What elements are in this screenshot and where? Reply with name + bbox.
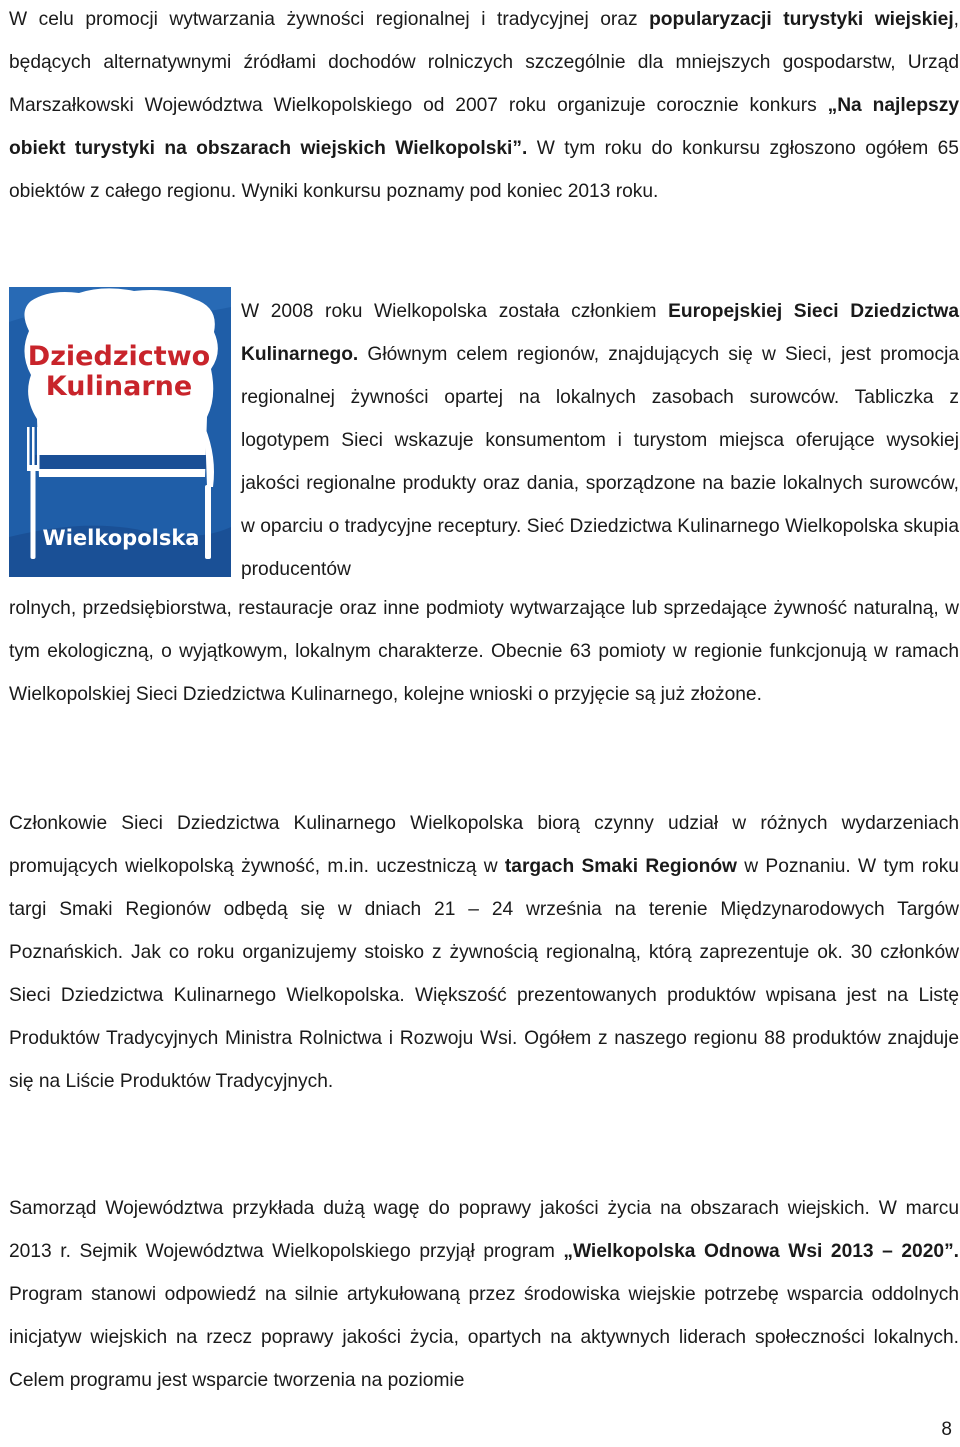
- logo-band: [35, 455, 209, 469]
- paragraph-text: Program stanowi odpowiedź na silnie artykułowaną przez środowiska wiejskie potrzebę wsparcia oddolnych inicjatyw wiejskich na rzecz poprawy jakości życia, opartych na aktywnych liderach społeczności lokalnych. Celem programu jest wsparcie tworzenia na poziomie: [9, 1284, 959, 1391]
- network-name: Europejskiej Sieci Dziedzictwa Kulinarnego.: [241, 301, 959, 365]
- paragraph-text: , będących alternatywnymi źródłami dochodów rolniczych szczególnie dla mniejszych gospodarstw, Urząd Marszałkowski Województwa Wielkopolskiego od 2007 roku organizuje corocznie konkurs: [9, 9, 959, 116]
- fair-name: targach Smaki Regionów: [504, 856, 737, 877]
- paragraph-village-renewal: [9, 1187, 959, 1402]
- paragraph-text: Samorząd Województwa przykłada dużą wagę do poprawy jakości życia na obszarach wiejskich. W marcu 2013 r. Sejmik Województwa Wielkopolskiego przyjął program: [9, 1198, 959, 1262]
- document-page: [9, 0, 959, 1447]
- competition-title: „Na najlepszy obiekt turystyki na obszarach wiejskich Wielkopolski”.: [9, 95, 959, 159]
- paragraph-text: Głównym celem regionów, znajdujących się w Sieci, jest promocja regionalnej żywności opartej na lokalnych zasobach surowców. Tabliczka z logotypem Sieci wskazuje konsumentom i turystom miejsca oferujące wysokiej jakości regionalne produkty oraz dania, sporządzone na bazie lokalnych surowców, w oparciu o tradycyjne receptury. Sieć Dziedzictwa Kulinarnego Wielkopolska skupia producentów: [241, 344, 959, 580]
- paragraph-text: w Poznaniu. W tym roku targi Smaki Regionów odbędą się w dniach 21 – 24 września na terenie Międzynarodowych Targów Poznańskich. Jak co roku organizujemy stoisko z żywnością regionalną, którą zaprezentuje ok. 30 członków Sieci Dziedzictwa Kulinarnego Wielkopolska. Większość prezentowanych produktów wpisana jest na Listę Produktów Tradycyjnych Ministra Rolnictwa i Rozwoju Wsi. Ogółem z naszego regionu 88 produktów znajduje się na Liście Produktów Tradycyjnych.: [9, 856, 959, 1092]
- paragraph-text: W tym roku do konkursu zgłoszono ogółem 65 obiektów z całego regionu. Wyniki konkursu poznamy pod koniec 2013 roku.: [9, 138, 959, 202]
- paragraph-fairs: [9, 802, 959, 1103]
- logo-title-line1: Dziedzictwo: [27, 341, 211, 372]
- paragraph-text: W celu promocji wytwarzania żywności regionalnej i tradycyjnej oraz: [9, 9, 650, 30]
- paragraph-text: W 2008 roku Wielkopolska została członkiem: [241, 301, 669, 322]
- paragraph-text: rolnych, przedsiębiorstwa, restauracje oraz inne podmioty wytwarzające lub sprzedające żywność naturalną, w tym ekologiczną, o wyjątkowym, lokalnym charakterze. Obecnie 63 pomioty w regionie funkcjonują w ramach Wielkopolskiej Sieci Dziedzictwa Kulinarnego, kolejne wnioski o przyjęcie są już złożone.: [9, 598, 959, 705]
- logo-region-label: Wielkopolska: [42, 526, 200, 550]
- page-number: 8: [941, 1419, 952, 1440]
- paragraph-text: Członkowie Sieci Dziedzictwa Kulinarnego Wielkopolska biorą czynny udział w różnych wydarzeniach promujących wielkopolską żywność, m.in. uczestniczą w: [9, 813, 959, 877]
- logo-title-line2: Kulinarne: [45, 371, 193, 402]
- culinary-heritage-logo: [9, 287, 231, 577]
- paragraph-network-continued: [9, 587, 959, 716]
- program-name: „Wielkopolska Odnowa Wsi 2013 – 2020”.: [563, 1241, 959, 1262]
- paragraph-competition: [9, 0, 959, 213]
- paragraph-network-wrapped: [241, 290, 959, 591]
- bold-phrase: popularyzacji turystyki wiejskiej: [649, 9, 954, 30]
